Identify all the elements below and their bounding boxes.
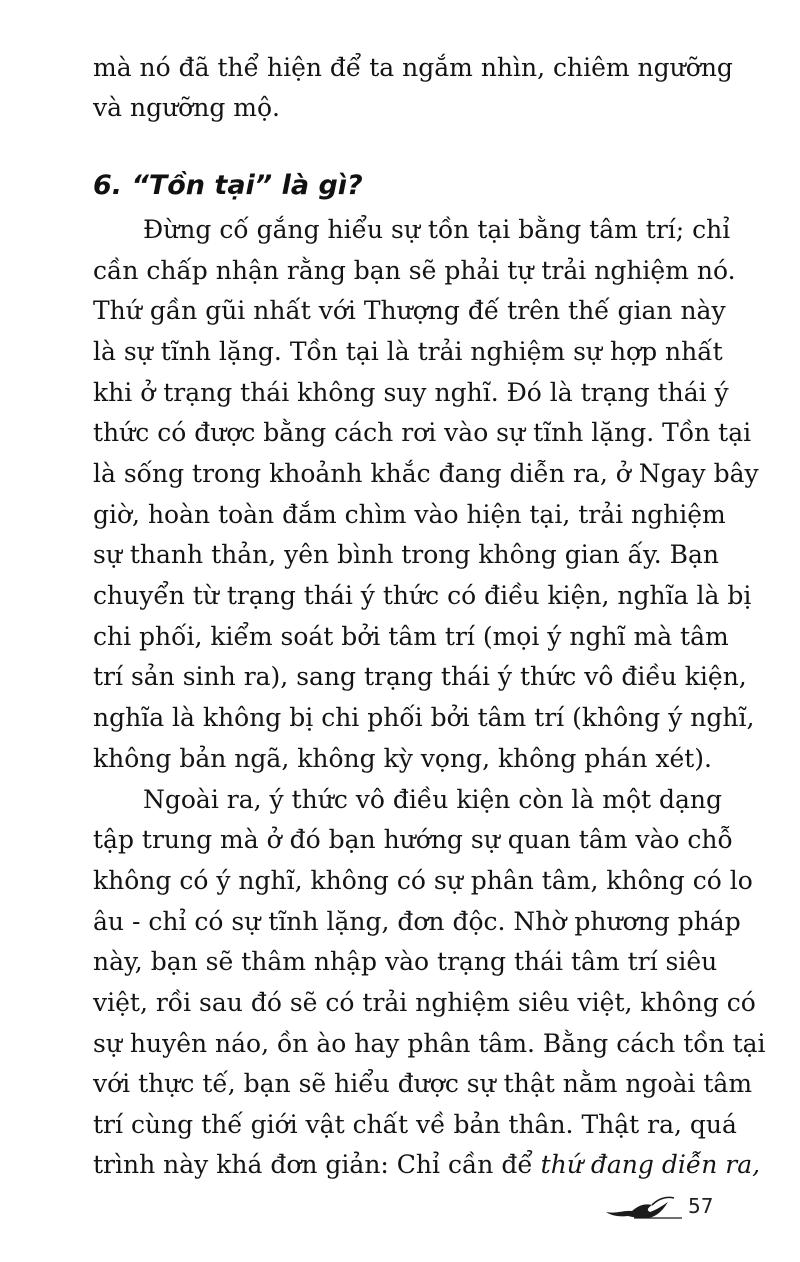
paragraph1-line-10: chuyển từ trạng thái ý thức có điều kiện, nghĩa là bị xyxy=(93,581,752,610)
paragraph2-line-9: trí cùng thế giới vật chất về bản thân. Thật ra, quá xyxy=(93,1110,737,1139)
page-number: 57 xyxy=(688,1194,714,1218)
paragraph1-line-11: chi phối, kiểm soát bởi tâm trí (mọi ý nghĩ mà tâm xyxy=(93,622,729,651)
paragraph1-line-7: là sống trong khoảnh khắc đang diễn ra, ở Ngay bây xyxy=(93,459,759,488)
paragraph1-line-5: khi ở trạng thái không suy nghĩ. Đó là trạng thái ý xyxy=(93,378,729,407)
paragraph1-line-1: Đừng cố gắng hiểu sự tồn tại bằng tâm trí; chỉ xyxy=(143,215,731,244)
paragraph1-line-13: nghĩa là không bị chi phối bởi tâm trí (không ý nghĩ, xyxy=(93,703,755,732)
paragraph2-line-4: âu - chỉ có sự tĩnh lặng, đơn độc. Nhờ phương pháp xyxy=(93,907,741,936)
paragraph1-line-3: Thứ gần gũi nhất với Thượng đế trên thế gian này xyxy=(93,296,726,325)
paragraph1-line-8: giờ, hoàn toàn đắm chìm vào hiện tại, trải nghiệm xyxy=(93,500,726,529)
bird-ornament-icon xyxy=(604,1194,684,1228)
paragraph1-line-14: không bản ngã, không kỳ vọng, không phán xét). xyxy=(93,744,713,773)
paragraph2-line-7: sự huyên náo, ồn ào hay phân tâm. Bằng cách tồn tại xyxy=(93,1029,766,1058)
paragraph2-line-10-italic: thứ đang diễn ra, xyxy=(540,1150,761,1179)
paragraph1-line-12: trí sản sinh ra), sang trạng thái ý thức vô điều kiện, xyxy=(93,662,747,691)
page-footer xyxy=(604,1188,724,1228)
paragraph2-line-10-plain: trình này khá đơn giản: Chỉ cần để xyxy=(93,1150,541,1179)
paragraph1-line-4: là sự tĩnh lặng. Tồn tại là trải nghiệm sự hợp nhất xyxy=(93,337,723,366)
paragraph1-line-2: cần chấp nhận rằng bạn sẽ phải tự trải nghiệm nó. xyxy=(93,256,736,285)
paragraph2-line-10 xyxy=(93,1145,761,1185)
section-heading: 6. “Tồn tại” là gì? xyxy=(93,170,363,201)
paragraph2-line-5: này, bạn sẽ thâm nhập vào trạng thái tâm trí siêu xyxy=(93,947,718,976)
paragraph2-line-1: Ngoài ra, ý thức vô điều kiện còn là một dạng xyxy=(143,785,723,814)
intro-line-1: mà nó đã thể hiện để ta ngắm nhìn, chiêm ngưỡng xyxy=(93,53,733,82)
paragraph2-line-3: không có ý nghĩ, không có sự phân tâm, không có lo xyxy=(93,866,753,895)
paragraph2-line-8: với thực tế, bạn sẽ hiểu được sự thật nằm ngoài tâm xyxy=(93,1069,753,1098)
paragraph1-line-6: thức có được bằng cách rơi vào sự tĩnh lặng. Tồn tại xyxy=(93,418,752,447)
paragraph2-line-2: tập trung mà ở đó bạn hướng sự quan tâm vào chỗ xyxy=(93,825,733,854)
paragraph1-line-9: sự thanh thản, yên bình trong không gian ấy. Bạn xyxy=(93,540,720,569)
intro-line-2: và ngưỡng mộ. xyxy=(93,93,280,122)
paragraph2-line-6: việt, rồi sau đó sẽ có trải nghiệm siêu việt, không có xyxy=(93,988,756,1017)
